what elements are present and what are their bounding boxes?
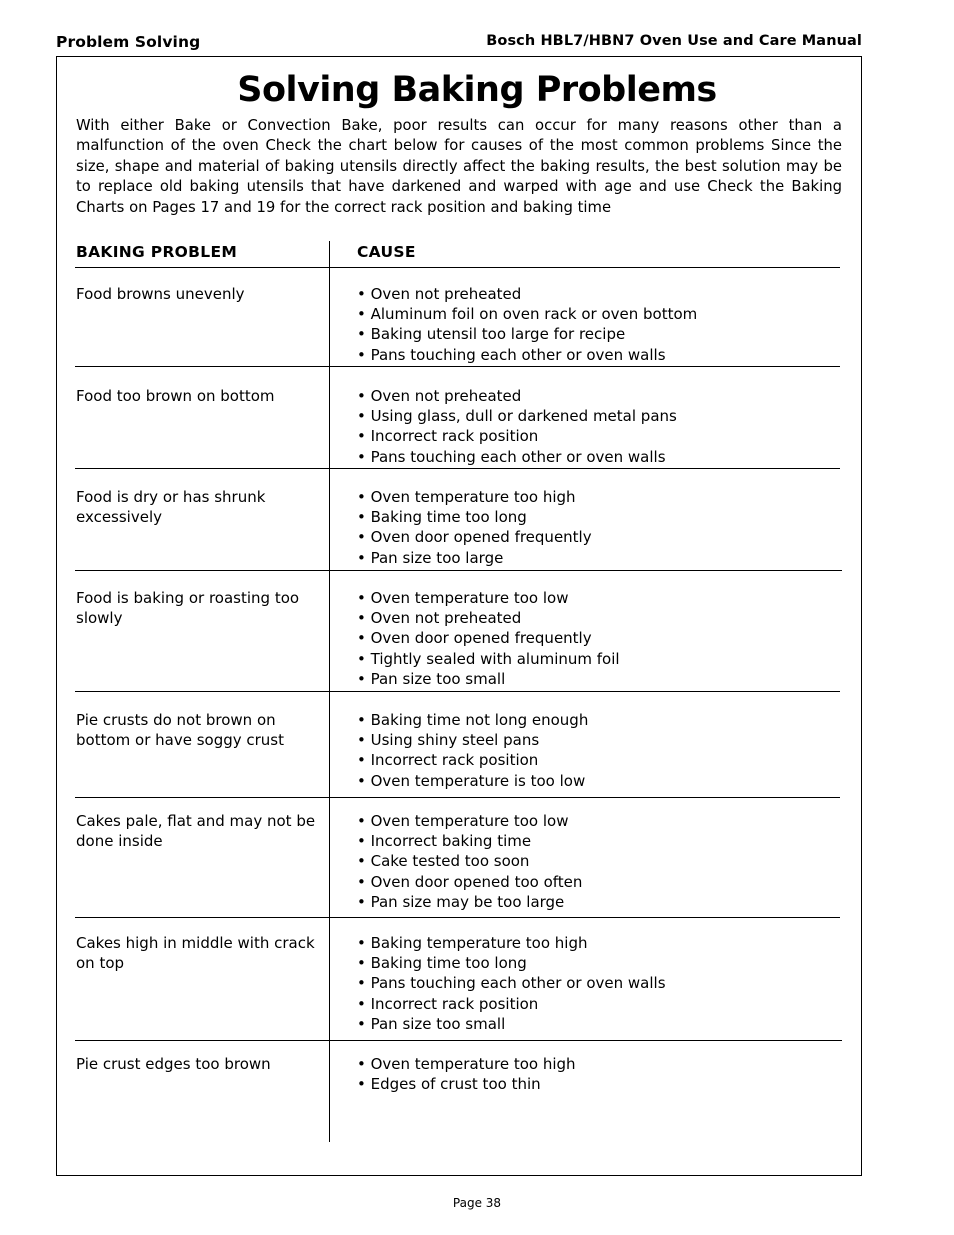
cause-list xyxy=(357,811,582,912)
cause-item: • Aluminum foil on oven rack or oven bottom xyxy=(357,305,698,324)
cause-item: • Oven not preheated xyxy=(357,609,522,628)
problem-cell: Pie crust edges too brown xyxy=(76,1055,271,1073)
page-title: Solving Baking Problems xyxy=(237,70,717,110)
cause-item: • Oven temperature too low xyxy=(357,589,569,607)
cause-list xyxy=(357,1054,576,1094)
cause-item: • Incorrect rack position xyxy=(357,751,539,770)
row-divider xyxy=(75,1040,842,1041)
row-divider xyxy=(75,366,840,367)
cause-item: • Pan size too large xyxy=(357,548,504,567)
cause-item: • Incorrect rack position xyxy=(357,427,539,446)
cause-item: • Pans touching each other or oven walls xyxy=(357,974,666,993)
cause-list xyxy=(357,588,620,689)
header-cause: CAUSE xyxy=(357,243,416,261)
cause-item: • Oven door opened frequently xyxy=(357,629,592,648)
cause-item: • Baking time not long enough xyxy=(357,711,589,729)
row-divider xyxy=(75,691,840,692)
cause-item: • Oven door opened too often xyxy=(357,872,583,891)
cause-item: • Baking temperature too high xyxy=(357,934,588,952)
cause-list xyxy=(357,386,677,467)
problem-cell: Pie crusts do not brown on bottom or have soggy crust xyxy=(76,711,285,750)
intro-paragraph: With either Bake or Convection Bake, poor results can occur for many reasons other than a malfunction of the oven Check the chart below for causes of the most common problems Since the size, shape and material of baking utensils directly affect the baking results, the best solution may be to replace old baking utensils that have darkened and warped with age and use Check the Baking Charts on Pages 17 and 19 for the correct rack position and baking time xyxy=(76,117,842,216)
manual-title-header: Bosch HBL7/HBN7 Oven Use and Care Manual xyxy=(486,33,862,49)
cause-item: • Oven temperature too high xyxy=(357,1055,576,1073)
cause-item: • Incorrect baking time xyxy=(357,832,532,851)
cause-item: • Pan size too small xyxy=(357,1014,506,1033)
row-divider xyxy=(75,797,840,798)
cause-item: • Baking time too long xyxy=(357,954,527,973)
cause-item: • Pans touching each other or oven walls xyxy=(357,345,666,364)
cause-item: • Cake tested too soon xyxy=(357,852,530,871)
cause-list xyxy=(357,284,697,365)
cause-item: • Oven temperature is too low xyxy=(357,771,586,790)
cause-item: • Oven not preheated xyxy=(357,285,522,303)
row-divider xyxy=(75,468,840,469)
problem-cell: Food is baking or roasting too slowly xyxy=(76,589,300,628)
cause-item: • Using glass, dull or darkened metal pans xyxy=(357,407,677,426)
cause-item: • Baking time too long xyxy=(357,508,527,527)
cause-item: • Incorrect rack position xyxy=(357,994,539,1013)
cause-list xyxy=(357,487,592,568)
cause-list xyxy=(357,710,588,791)
problem-cell: Cakes high in middle with crack on top xyxy=(76,934,315,973)
problem-cell: Cakes pale, flat and may not be done inside xyxy=(76,812,316,851)
cause-item: • Pans touching each other or oven walls xyxy=(357,447,666,466)
row-divider xyxy=(75,570,842,571)
header-rule xyxy=(75,267,840,268)
problem-cell: Food browns unevenly xyxy=(76,285,245,303)
cause-item: • Oven temperature too high xyxy=(357,488,576,506)
cause-item: • Pan size too small xyxy=(357,669,506,688)
cause-item: • Tightly sealed with aluminum foil xyxy=(357,649,620,668)
cause-item: • Oven temperature too low xyxy=(357,812,569,830)
cause-list xyxy=(357,933,666,1034)
section-header: Problem Solving xyxy=(56,33,201,51)
row-divider xyxy=(75,917,840,918)
cause-item: • Baking utensil too large for recipe xyxy=(357,325,626,344)
cause-item: • Pan size may be too large xyxy=(357,892,565,911)
cause-item: • Oven door opened frequently xyxy=(357,528,592,547)
page-number: Page 38 xyxy=(452,1196,502,1210)
problem-cell: Food too brown on bottom xyxy=(76,387,275,405)
problem-cell: Food is dry or has shrunk excessively xyxy=(76,488,266,527)
cause-item: • Oven not preheated xyxy=(357,387,522,405)
header-baking-problem: BAKING PROBLEM xyxy=(76,243,238,261)
cause-item: • Edges of crust too thin xyxy=(357,1075,541,1094)
cause-item: • Using shiny steel pans xyxy=(357,731,540,750)
